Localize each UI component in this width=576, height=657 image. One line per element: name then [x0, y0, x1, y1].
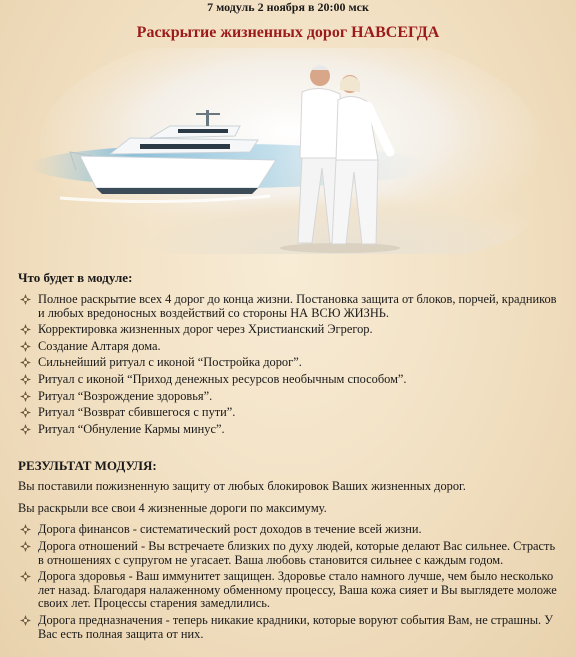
bullet-icon [20, 357, 31, 368]
module-subtitle: Раскрытие жизненных дорог НАВСЕГДА [136, 24, 440, 41]
bullet-icon [20, 615, 31, 626]
bullet-icon [20, 407, 31, 418]
module-date-line: 7 модуль 2 ноября в 20:00 мск [207, 0, 369, 14]
list-item-text: Ритуал “Возрождение здоровья”. [38, 388, 213, 403]
list-item [18, 523, 558, 537]
list-item-text: Дорога здоровья - Ваш иммунитет защищен. Здоровье стало намного лучше, чем было несколько лет назад. Благодаря налаженному обменному процессу, Ваша кожа сияет и Вы выглядете моложе своих лет. Процессы старения замедлились. [38, 569, 557, 611]
list-item [18, 540, 558, 567]
bullet-icon [20, 324, 31, 335]
bullet-icon [20, 424, 31, 435]
list-item [18, 614, 558, 641]
list-item-text: Полное раскрытие всех 4 дорог до конца жизни. Постановка защита от блоков, порчей, крадников и любых вредоносных воздействий со стороны НА ВСЮ ЖИЗНЬ. [38, 292, 557, 320]
list-item [18, 406, 558, 420]
result-items-list [18, 523, 558, 641]
list-item [18, 323, 558, 337]
list-item-text: Ритуал “Возврат сбившегося с пути”. [38, 405, 236, 420]
result-paragraph-roads: Вы раскрыли все свои 4 жизненные дороги по максимуму. [18, 501, 327, 516]
bullet-icon [20, 294, 31, 305]
list-item [18, 356, 558, 370]
list-item [18, 293, 558, 320]
bullet-icon [20, 541, 31, 552]
module-section-title: Что будет в модуле: [18, 270, 133, 285]
list-item-text: Дорога финансов - систематический рост доходов в течение всей жизни. [38, 522, 422, 537]
hero-image [0, 48, 576, 254]
hero-illustration [0, 48, 576, 254]
bullet-icon [20, 571, 31, 582]
bullet-icon [20, 524, 31, 535]
list-item [18, 570, 558, 611]
list-item-text: Ритуал “Обнуление Кармы минус”. [38, 421, 225, 436]
list-item [18, 390, 558, 404]
bullet-icon [20, 341, 31, 352]
bullet-icon [20, 374, 31, 385]
result-section-title: РЕЗУЛЬТАТ МОДУЛЯ: [18, 458, 157, 474]
list-item-text: Создание Алтаря дома. [38, 338, 161, 353]
list-item-text: Сильнейший ритуал с иконой “Постройка дорог”. [38, 355, 302, 370]
list-item-text: Корректировка жизненных дорог через Христианский Эгрегор. [38, 322, 373, 337]
bullet-icon [20, 391, 31, 402]
module-section [0, 270, 576, 641]
list-item [18, 373, 558, 387]
result-paragraph-protection: Вы поставили пожизненную защиту от любых блокировок Ваших жизненных дорог. [18, 479, 466, 494]
list-item-text: Дорога отношений - Вы встречаете близких по духу людей, которые делают Вас сильнее. Страсть в отношениях с супругом не угасает. Ваша любовь становится сильнее с каждым годом. [38, 538, 556, 567]
list-item [18, 423, 558, 437]
module-items-list [18, 293, 558, 436]
list-item-text: Дорога предназначения - теперь никакие крадники, которые воруют события Вам, не страшны. У Вас есть полная защита от них. [38, 612, 554, 641]
list-item [18, 340, 558, 354]
list-item-text: Ритуал с иконой “Приход денежных ресурсов необычным способом”. [38, 371, 407, 386]
